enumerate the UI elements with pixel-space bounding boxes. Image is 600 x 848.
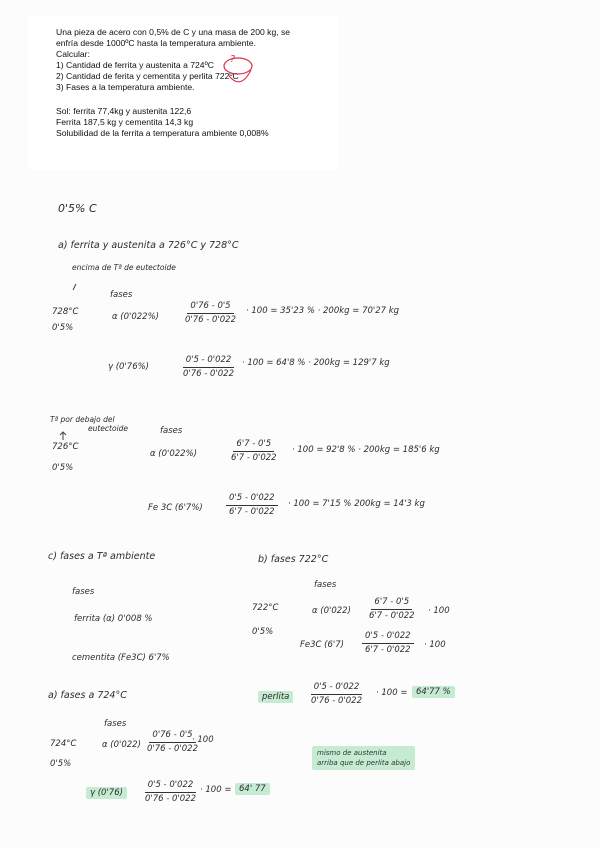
perlita-label: [258, 692, 293, 703]
fraction-denominator: 0'76 - 0'022: [185, 315, 236, 325]
alpha-phase-label: α (0'022): [102, 740, 141, 750]
section-b-heading: b) fases 722°C: [258, 554, 329, 565]
solution-line: Sol: ferrita 77,4kg y austenita 122,6: [56, 106, 192, 116]
gamma-fraction: [180, 355, 237, 380]
eutectoid-sub2: eutectoide: [88, 424, 129, 433]
alpha-result: · 100: [192, 735, 214, 745]
carbon-label: 0'5%: [52, 323, 74, 333]
gamma-phase-label: γ (0'76%): [108, 362, 150, 372]
section-a1-sub: encima de Tª de eutectoide: [72, 263, 176, 272]
gamma-fraction: [142, 780, 199, 805]
alpha-phase-label: α (0'022): [312, 606, 351, 616]
alpha-fraction: [182, 301, 239, 326]
eutectoid-sub1: Tª por debajo del: [50, 415, 115, 424]
fraction-numerator: 0'76 - 0'5: [149, 730, 195, 743]
alpha-fraction: [366, 597, 418, 622]
fraction-numerator: 0'76 - 0'5: [187, 301, 233, 314]
fe3c-fraction: [226, 493, 278, 518]
alpha-result: · 100 = 92'8 % · 200kg = 185'6 kg: [292, 445, 440, 455]
gamma-phase-label: [86, 788, 127, 799]
fraction-numerator: 6'7 - 0'5: [233, 439, 274, 452]
carbon-label: 0'5%: [50, 759, 72, 769]
title-carbon: 0'5% C: [58, 202, 97, 215]
problem-line: enfría desde 1000ºC hasta la temperatura ambiente.: [56, 38, 256, 48]
temp-label: 726°C: [52, 442, 79, 452]
problem-line: 2) Cantidad de ferita y cementita y perlita 722ºC: [56, 71, 239, 81]
fraction-denominator: 6'7 - 0'022: [365, 645, 411, 655]
fraction-denominator: 6'7 - 0'022: [229, 507, 275, 517]
gamma-operation: · 100 =: [200, 785, 232, 795]
note-line: arriba que de perlita abajo: [317, 759, 411, 767]
carbon-label: 0'5%: [52, 463, 74, 473]
section-c-heading: c) fases a Tª ambiente: [48, 551, 156, 562]
fraction-denominator: 6'7 - 0'022: [231, 453, 277, 463]
alpha-phase-label: α (0'022%): [112, 312, 159, 322]
perlita-result-highlight: 64'77 %: [412, 686, 455, 698]
solution-line: Solubilidad de la ferrita a temperatura ambiente 0,008%: [56, 128, 269, 138]
ferrita-line: ferrita (α) 0'008 %: [74, 614, 153, 624]
alpha-phase-label: α (0'022%): [150, 449, 197, 459]
fraction-denominator: 6'7 - 0'022: [369, 611, 415, 621]
cementita-line: cementita (Fe3C) 6'7%: [72, 653, 170, 663]
alpha-fraction: [228, 439, 280, 464]
fases-label: fases: [160, 426, 183, 436]
problem-line: Calcular:: [56, 49, 90, 59]
fraction-numerator: 0'5 - 0'022: [311, 682, 363, 695]
fe3c-phase-label: Fe3C (6'7): [300, 640, 344, 650]
section-a1-heading: a) ferrita y austenita a 726°C y 728°C: [58, 240, 239, 251]
note-line: mismo de austenita: [317, 749, 387, 757]
arrow-mark: [73, 284, 76, 290]
fraction-numerator: 0'5 - 0'022: [362, 631, 414, 644]
gamma-result-highlight: 64' 77: [235, 783, 270, 795]
fraction-denominator: 0'76 - 0'022: [311, 696, 362, 706]
fraction-numerator: 0'5 - 0'022: [145, 780, 197, 793]
gamma-result: [235, 784, 270, 795]
fraction-denominator: 0'76 - 0'022: [145, 794, 196, 804]
perlita-circle: [224, 58, 252, 74]
fraction-numerator: 0'5 - 0'022: [226, 493, 278, 506]
temp-label: 724°C: [50, 739, 77, 749]
perlita-fraction: [308, 682, 365, 707]
gamma-highlight: γ (0'76): [86, 787, 127, 799]
fases-label: fases: [110, 290, 133, 300]
alpha-result: · 100 = 35'23 % · 200kg = 70'27 kg: [246, 306, 400, 316]
problem-line: 1) Cantidad de ferrita y austenita a 724ºC: [56, 60, 214, 70]
fraction-numerator: 6'7 - 0'5: [371, 597, 412, 610]
solution-line: Ferrita 187,5 kg y cementita 14,3 kg: [56, 117, 194, 127]
perlita-operation: · 100 =: [376, 688, 408, 698]
fases-label: fases: [72, 587, 95, 597]
fraction-denominator: 0'76 - 0'022: [183, 369, 234, 379]
perlita-highlight: perlita: [258, 691, 293, 703]
question-mark: ?: [230, 54, 236, 65]
temp-label: 722°C: [252, 603, 279, 613]
fe3c-fraction: [362, 631, 414, 656]
fe3c-result: · 100: [424, 640, 446, 650]
fases-label: fases: [104, 719, 127, 729]
perlita-result: [412, 687, 455, 698]
fases-label: fases: [314, 580, 337, 590]
problem-line: Una pieza de acero con 0,5% de C y una masa de 200 kg, se: [56, 27, 291, 37]
alpha-result: · 100: [428, 606, 450, 616]
temp-label: 728°C: [52, 307, 79, 317]
fe3c-phase-label: Fe 3C (6'7%): [148, 503, 203, 513]
fraction-denominator: 0'76 - 0'022: [147, 744, 198, 754]
problem-line: 3) Fases a la temperatura ambiente.: [56, 82, 195, 92]
carbon-label: 0'5%: [252, 627, 274, 637]
fraction-numerator: 0'5 - 0'022: [183, 355, 235, 368]
fe3c-result: · 100 = 7'15 % 200kg = 14'3 kg: [288, 499, 425, 509]
note-highlight: [312, 746, 415, 770]
gamma-result: · 100 = 64'8 % · 200kg = 129'7 kg: [242, 358, 390, 368]
section-a2-heading: a) fases a 724°C: [48, 690, 127, 701]
arrow-up-mark: [60, 432, 66, 440]
